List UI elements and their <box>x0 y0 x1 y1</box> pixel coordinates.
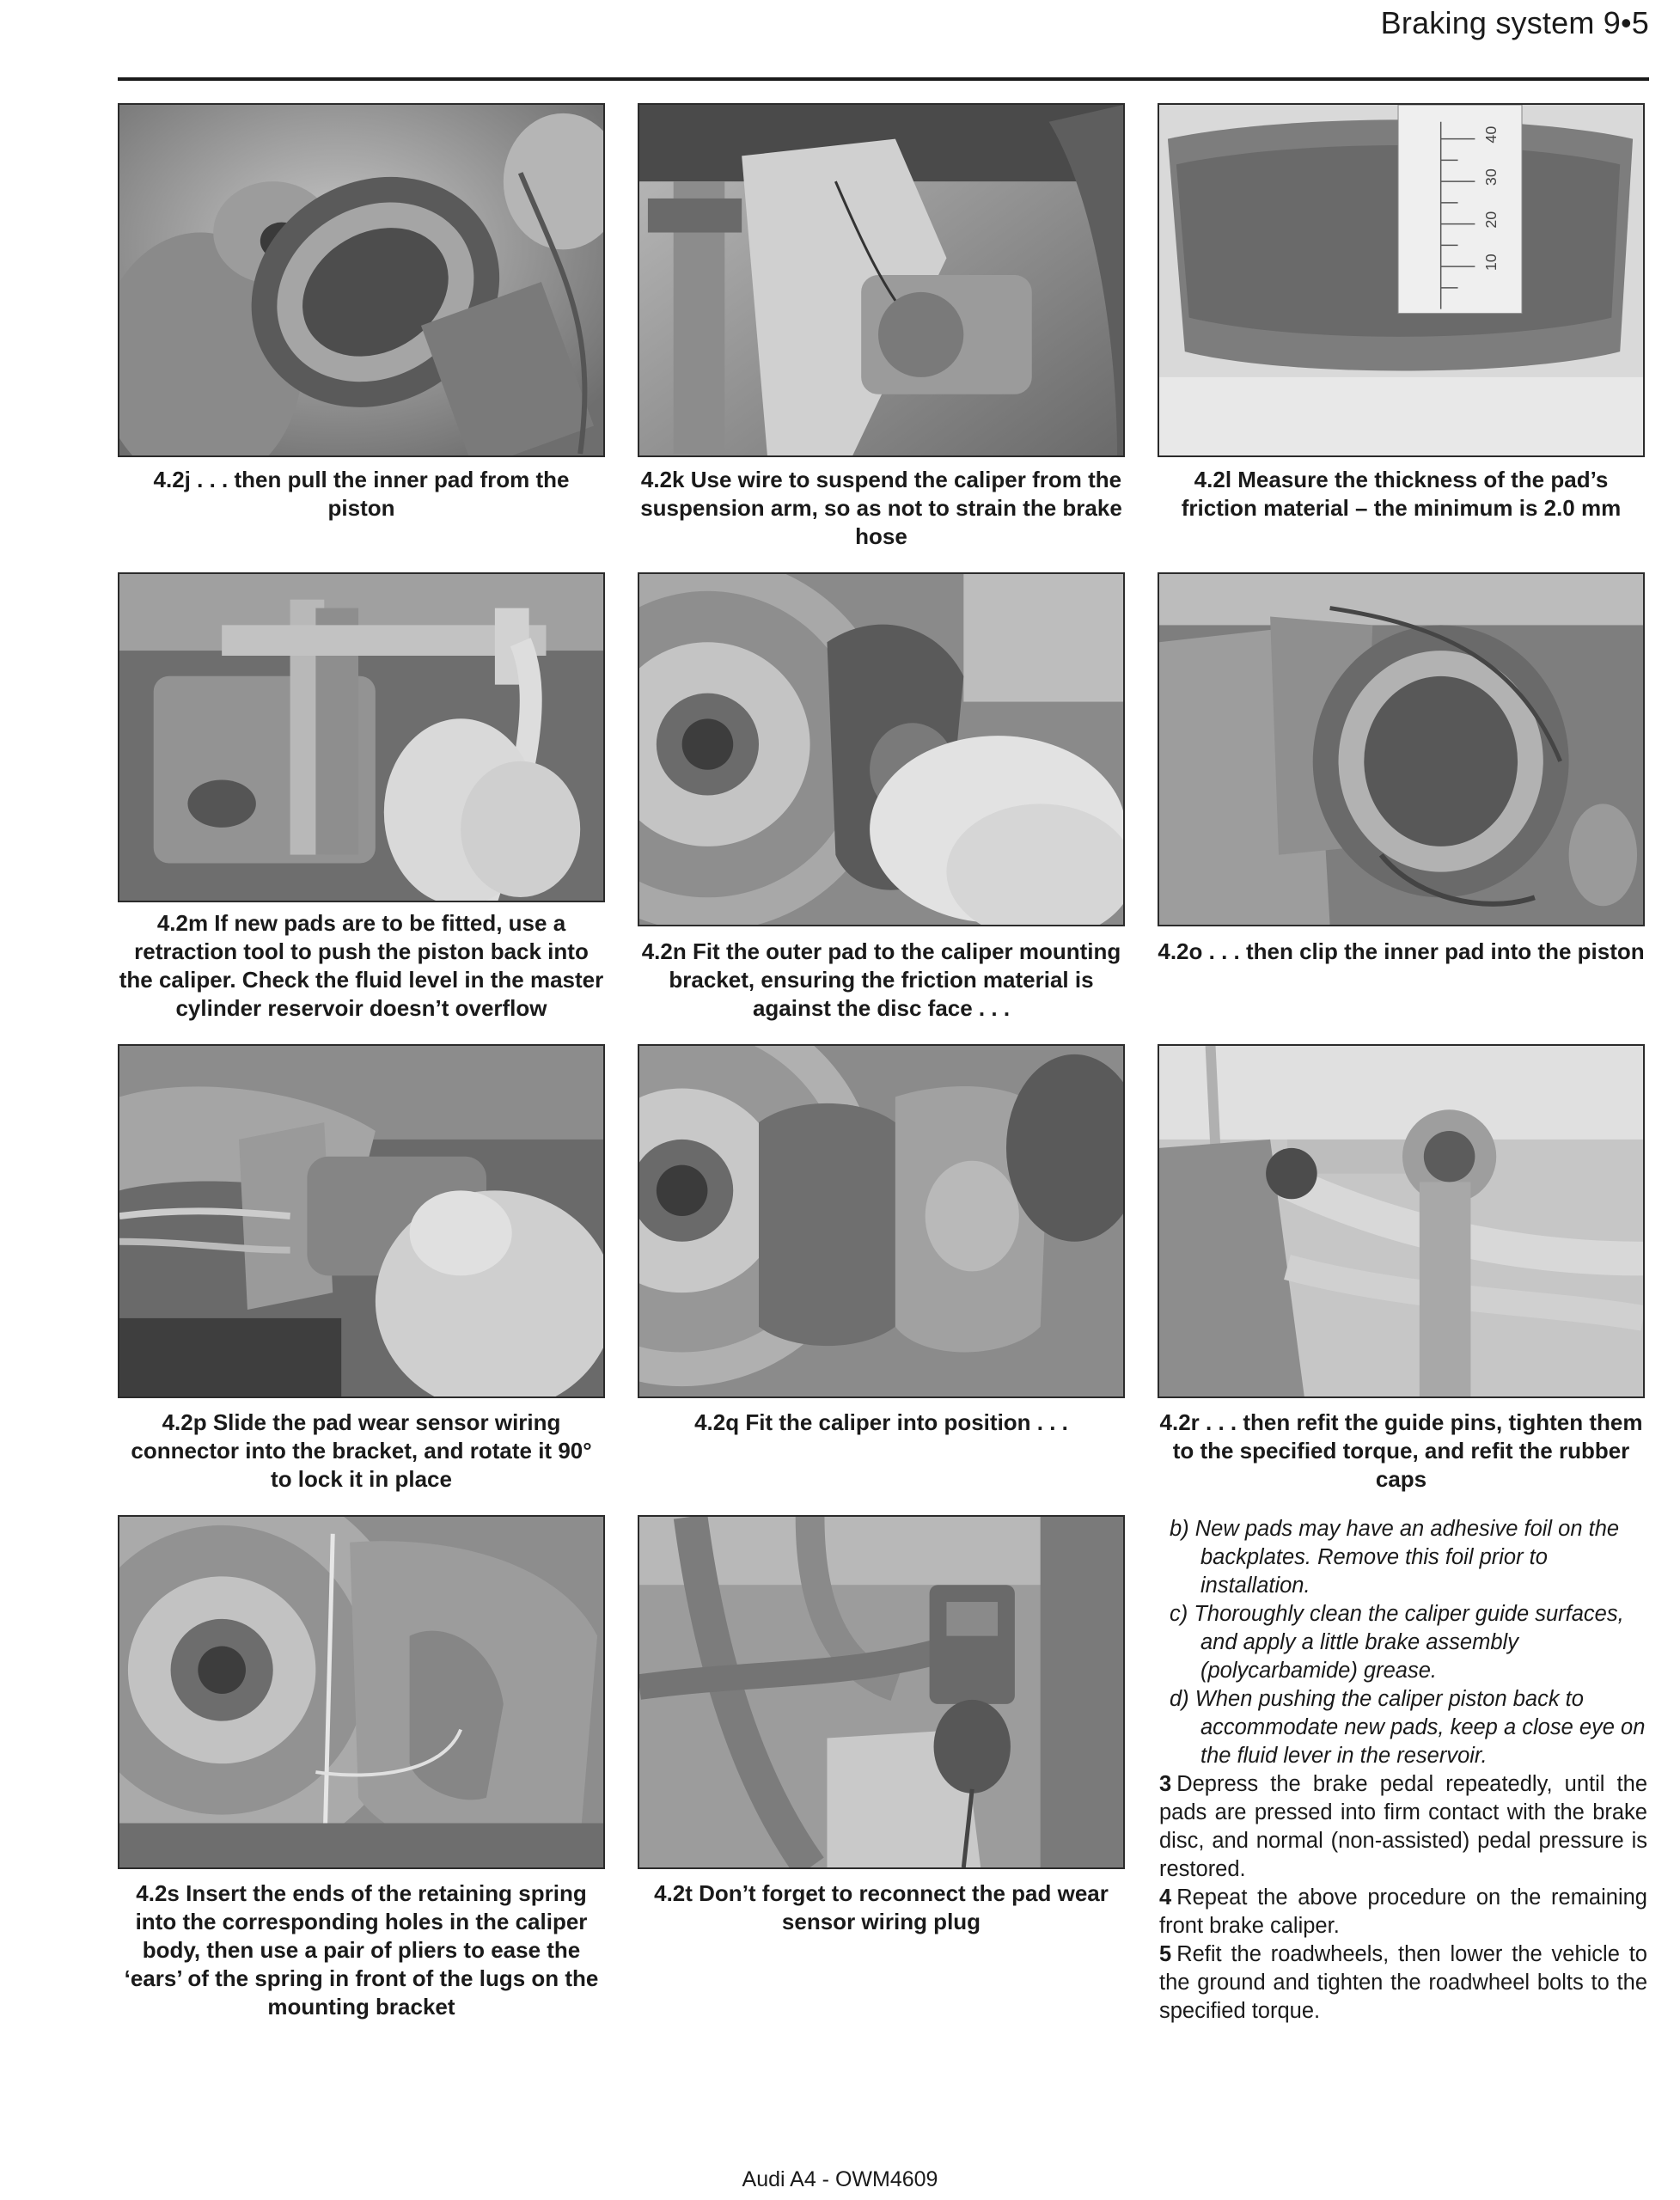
photo-4-2k <box>638 103 1125 457</box>
paragraph-3-text: Depress the brake pedal repeatedly, until the pads are pressed into firm contact with the brake disc, and normal (non-assisted) pedal pressure is restored. <box>1159 1772 1647 1881</box>
ruler-mark-40: 40 <box>1482 125 1500 144</box>
photo-4-2j <box>118 103 605 457</box>
photo-4-2p <box>118 1044 605 1398</box>
caption-4-2q: 4.2q Fit the caliper into position . . . <box>694 1409 1068 1435</box>
photo-4-2n <box>638 572 1125 926</box>
caption-4-2j: 4.2j . . . then pull the inner pad from the piston <box>153 467 570 521</box>
paragraph-5 <box>1159 1940 1647 2026</box>
paragraph-4 <box>1159 1884 1647 1940</box>
photo-4-2s <box>118 1515 605 1869</box>
instruction-c: c) Thoroughly clean the caliper guide surfaces, and apply a little brake assembly (polycarbamide) grease. <box>1170 1602 1624 1683</box>
photo-4-2m <box>118 572 605 902</box>
caption-4-2s: 4.2s Insert the ends of the retaining spring into the corresponding holes in the caliper body, then use a pair of pliers to ease the ‘ears’ of the spring in front of the lugs on the mounting bracket <box>124 1880 599 2020</box>
caption-4-2m: 4.2m If new pads are to be fitted, use a retraction tool to push the piston back into the caliper. Check the fluid level in the master cylinder reservoir doesn’t overflow <box>119 910 604 1021</box>
paragraph-4-text: Repeat the above procedure on the remaining front brake caliper. <box>1159 1885 1647 1938</box>
instruction-d: d) When pushing the caliper piston back to accommodate new pads, keep a close eye on the fluid lever in the reservoir. <box>1170 1687 1646 1768</box>
caption-4-2r: 4.2r . . . then refit the guide pins, tighten them to the specified torque, and refit the rubber caps <box>1159 1409 1643 1492</box>
ruler-mark-30: 30 <box>1482 168 1500 186</box>
instruction-b: b) New pads may have an adhesive foil on the backplates. Remove this foil prior to installation. <box>1170 1517 1620 1598</box>
caption-4-2o: 4.2o . . . then clip the inner pad into the piston <box>1158 938 1645 964</box>
caption-4-2t: 4.2t Don’t forget to reconnect the pad wear sensor wiring plug <box>654 1880 1109 1934</box>
caption-4-2n: 4.2n Fit the outer pad to the caliper mounting bracket, ensuring the friction material is against the disc face . . . <box>641 938 1121 1021</box>
paragraph-5-number: 5 <box>1159 1942 1172 1966</box>
paragraph-4-number: 4 <box>1159 1885 1172 1910</box>
paragraph-3-number: 3 <box>1159 1772 1172 1796</box>
paragraph-5-text: Refit the roadwheels, then lower the vehicle to the ground and tighten the roadwheel bolts to the specified torque. <box>1159 1942 1647 2023</box>
photo-4-2l <box>1158 103 1645 457</box>
photo-4-2r <box>1158 1044 1645 1398</box>
caption-4-2p: 4.2p Slide the pad wear sensor wiring connector into the bracket, and rotate it 90° to lock it in place <box>131 1409 592 1492</box>
ruler-mark-10: 10 <box>1482 254 1500 272</box>
page-header-title: Braking system 9•5 <box>1380 5 1649 40</box>
photo-4-2q <box>638 1044 1125 1398</box>
header-rule <box>118 77 1649 81</box>
caption-4-2l: 4.2l Measure the thickness of the pad’s friction material – the minimum is 2.0 mm <box>1181 467 1622 521</box>
caption-4-2k: 4.2k Use wire to suspend the caliper from the suspension arm, so as not to strain the brake hose <box>640 467 1122 549</box>
photo-4-2o <box>1158 572 1645 926</box>
page-footer: Audi A4 - OWM4609 <box>742 2167 938 2191</box>
photo-4-2t <box>638 1515 1125 1869</box>
body-text-column <box>1159 1515 1647 2026</box>
paragraph-3 <box>1159 1770 1647 1884</box>
ruler-mark-20: 20 <box>1482 211 1500 229</box>
